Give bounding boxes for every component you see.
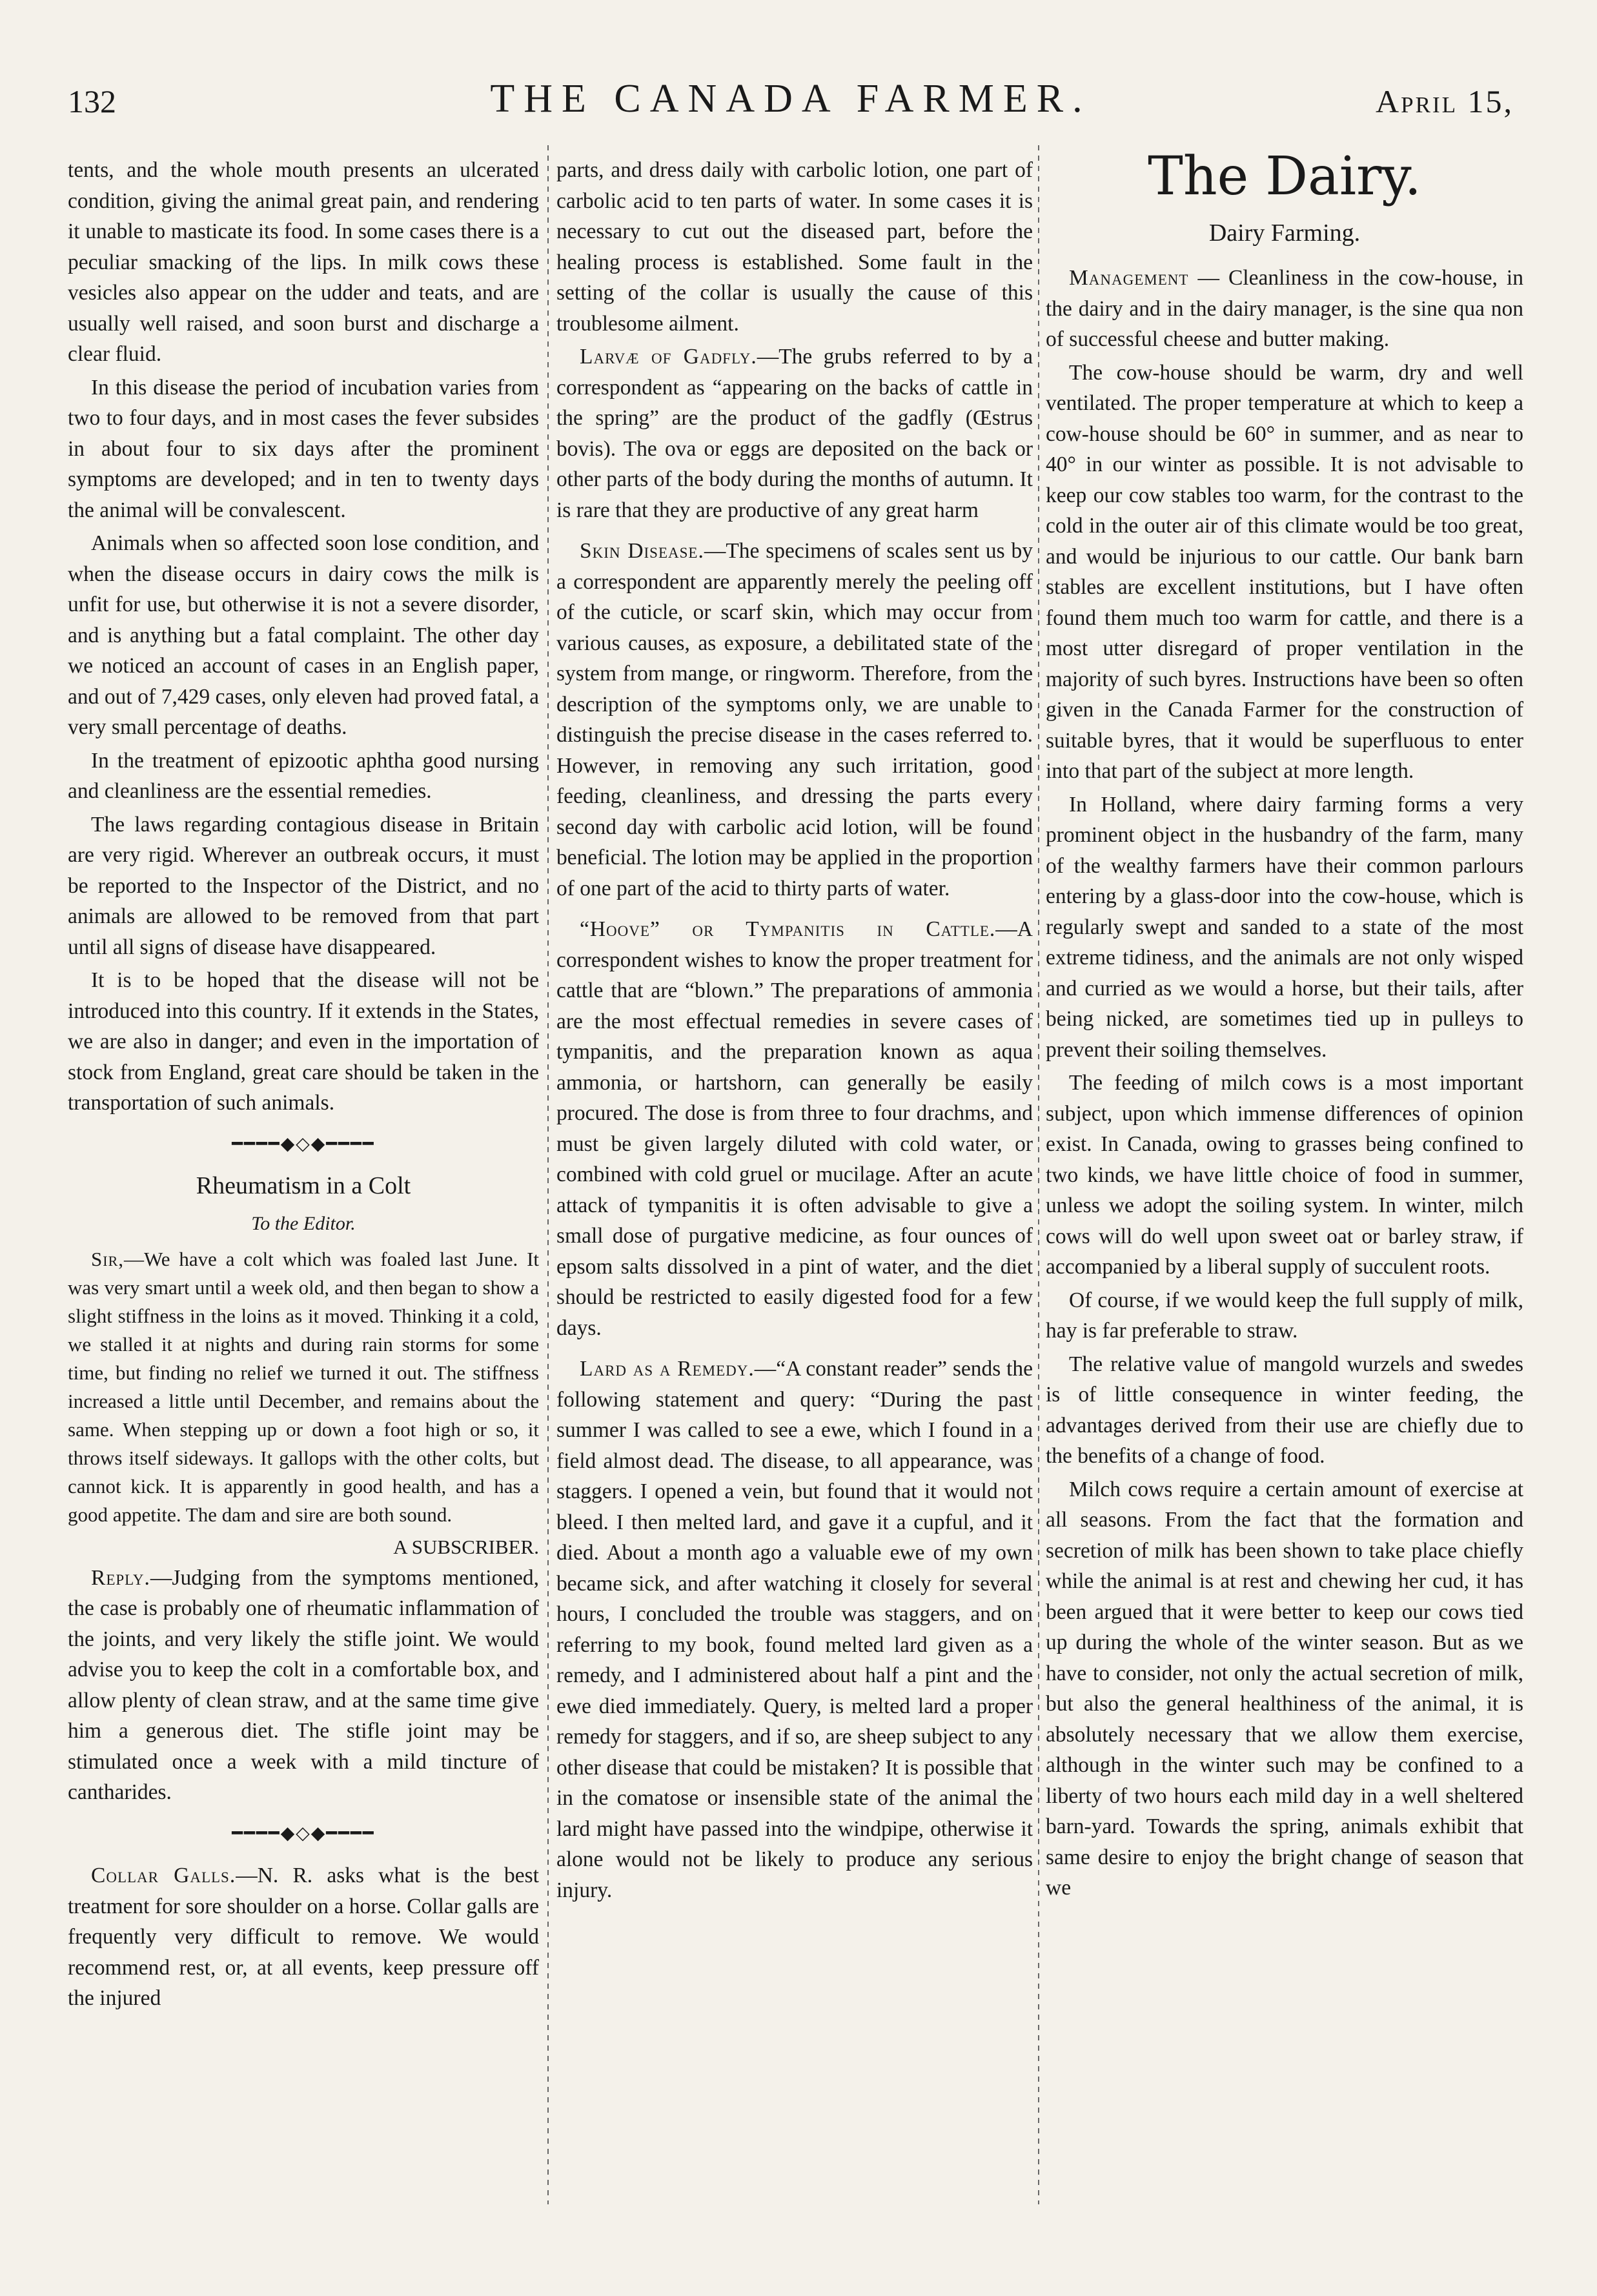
gadfly-paragraph (556, 341, 1033, 525)
management-lead: Management (1069, 266, 1189, 290)
paragraph: parts, and dress daily with carbolic lotion, one part of carbolic acid to ten parts of water. In some cases it is necessary to cut out the diseased part, before the healing process is established. Some fault in the setting of the collar is usually the cause of this troublesome ailment. (556, 158, 1033, 336)
paragraph: In this disease the period of incubation varies from two to four days, and in most cases the fever subsides in about four to six days after the prominent symptoms are developed; and in ten to twenty days the animal will be convalescent. (68, 375, 539, 522)
skin-text: —The specimens of scales sent us by a correspondent are apparently merely the peeling off of the cuticle, or scarf skin, which may occur from various causes, as exposure, a debilitated state of the system from mange, or ringworm. Therefore, from the description of the symptoms only, we are unable to distinguish the precise disease in the cases referred to. However, in removing any such irritation, good feeding, cleanliness, and dressing the parts every second day with carbolic acid lotion, will be found beneficial. The lotion may be applied in the proportion of one part of the acid to thirty parts of water. (556, 539, 1033, 900)
section-subtitle: Dairy Farming. (1208, 219, 1361, 247)
reply-text: —Judging from the symptoms mentioned, the case is probably one of rheumatic inflammation of the joints, and very likely the stifle joint. We would advise you to keep the colt in a comfortable box, and allow plenty of clean straw, and at the same time give him a generous diet. The stifle joint may be stimulated once a week with a mild tincture of cantharides. (68, 1565, 539, 1804)
paragraph: In the treatment of epizootic aphtha good nursing and cleanliness are the essential remedies. (68, 748, 539, 803)
ornament-divider: ━━━━◆◇◆━━━━ (232, 1133, 375, 1154)
paragraph: The relative value of mangold wurzels and swedes is of little consequence in winter feeding, the advantages derived from their use are chiefly due to the benefits of a change of food. (1046, 1352, 1523, 1468)
issue-date: April 15, (1376, 83, 1514, 119)
lard-lead: Lard as a Remedy. (580, 1357, 755, 1381)
column-rule-1 (547, 145, 549, 2204)
letter-body (68, 1245, 539, 1529)
lard-paragraph (556, 1354, 1033, 1905)
hoove-text: —A correspondent wishes to know the proper treatment for cattle that are “blown.” The preparations of ammonia are the most effectual remedies in severe cases of tympanitis, and the preparation known as aqua ammonia, or hartshorn, can generally be easily procured. The dose is from three to four drachms, and must be given largely diluted with cold water, or combined with cold gruel or mucilage. After an acute attack of tympanitis it is often advisable to give a small dose of purgative medicine, as four ounces of epsom salts dissolved in a pint of water, and the diet should be restricted to easily digested food for a few days. (556, 917, 1033, 1340)
masthead: THE CANADA FARMER. (490, 77, 1092, 121)
reply-paragraph (68, 1563, 539, 1808)
management-text: — Cleanliness in the cow-house, in the dairy and in the dairy manager, is the sine qua non of successful cheese and butter making. (1046, 266, 1523, 351)
hoove-paragraph (556, 914, 1033, 1343)
paragraph: In Holland, where dairy farming forms a very prominent object in the husbandry of the farm, many of the wealthy farmers have their common parlours entering by a glass-door into the cow-house, which is regularly swept and sanded to a state of the most extreme tidiness, and the animals are not only wisped and curried as we would a horse, but their tails, after being nicked, are sometimes tied up in pulleys to prevent their soiling themselves. (1046, 792, 1523, 1062)
skin-lead: Skin Disease. (580, 539, 704, 563)
page-number: 132 (68, 83, 116, 119)
column-2 (556, 155, 1033, 2201)
letter-lead: Sir, (91, 1248, 124, 1270)
management-paragraph (1046, 263, 1523, 355)
section-title: The Dairy. (1148, 146, 1421, 207)
paragraph: Of course, if we would keep the full supply of milk, hay is far preferable to straw. (1046, 1288, 1523, 1343)
signature-line (68, 1532, 539, 1563)
hoove-lead: “Hoove” or Tympanitis in Cattle. (580, 917, 996, 941)
column-3 (1046, 146, 1523, 2201)
paragraph: tents, and the whole mouth presents an ulcerated condition, giving the animal great pain, and rendering it unable to masticate its food. In some cases there is a peculiar smacking of the lips. In milk cows these vesicles also appear on the udder and teats, and are usually well raised, and soon burst and discharge a clear fluid. (68, 158, 539, 366)
letter-text: —We have a colt which was foaled last June. It was very smart until a week old, and then began to show a slight stiffness in the loins as it moved. Thinking it a cold, we stalled it at nights and during rain storms for some time, but finding no relief we turned it out. The stiffness increased a little until December, and remains about the same. When stepping up or down a foot high or so, it throws itself sideways. It gallops with the other colts, but cannot kick. It is apparently in good health, and has a good appetite. The dam and sire are both sound. (68, 1248, 539, 1526)
skin-paragraph (556, 536, 1033, 904)
collar-paragraph (68, 1860, 539, 2014)
paragraph: The feeding of milch cows is a most important subject, upon which immense differences of opinion exist. In Canada, owing to grasses being confined to two kinds, we have little choice of food in summer, unless we adopt the soiling system. In winter, milch cows will do well upon sweet oat or barley straw, if accompanied by a liberal supply of succulent roots. (1046, 1071, 1523, 1279)
article-heading: Rheumatism in a Colt (196, 1172, 411, 1199)
gadfly-text: —The grubs referred to by a correspondent as “appearing on the backs of cattle in the spring” are the product of the gadfly (Œstrus bovis). The ova or eggs are deposited on the back or other parts of the body during the months of autumn. It is rare that they are productive of any great harm (556, 345, 1033, 522)
paragraph: Animals when so affected soon lose condition, and when the disease occurs in dairy cows the milk is unfit for use, but otherwise it is not a severe disorder, and is anything but a fatal complaint. The other day we noticed an account of cases in an English paper, and out of 7,429 cases, only eleven had proved fatal, a very small percentage of deaths. (68, 531, 539, 739)
column-1 (68, 155, 539, 2201)
paragraph: The laws regarding contagious disease in Britain are very rigid. Wherever an outbreak occurs, it must be reported to the Inspector of the District, and no animals are allowed to be removed from that part until all signs of disease have disappeared. (68, 812, 539, 959)
column-rule-2 (1038, 145, 1039, 2204)
signature: A SUBSCRIBER. (393, 1536, 539, 1558)
ornament-divider: ━━━━◆◇◆━━━━ (232, 1823, 375, 1844)
collar-text: —N. R. asks what is the best treatment for sore shoulder on a horse. Collar galls are frequently very difficult to remove. We would recommend rest, or, at all events, keep pressure off the injured (68, 1864, 539, 2010)
lard-text: —“A constant reader” sends the following statement and query: “During the past summer I was called to see a ewe, which I found in a field almost dead. The disease, to all appearance, was staggers. I opened a vein, but found that it would not bleed. I then melted lard, and gave it a cupful, and it died. About a month ago a valuable ewe of my own became sick, and after watching it closely for several hours, I concluded the trouble was staggers, and on referring to my book, found melted lard given as a remedy, and I administered about half a pint and the ewe died immediately. Query, is melted lard a proper remedy for staggers, and if so, are sheep subject to any other disease that could be mistaken? It is possible that in the comatose or insensible state of the animal the lard might have passed into the windpipe, otherwise it alone would not be likely to produce any serious injury. (556, 1357, 1033, 1902)
salutation: To the Editor. (251, 1212, 356, 1234)
paragraph: The cow-house should be warm, dry and well ventilated. The proper temperature at which to keep a cow-house should be 60° in summer, and as near to 40° in our winter as possible. It is not advisable to keep our cow stables too warm, for the contrast to the cold in the outer air of this climate would be too great, and would be injurious to our cattle. Our bank barn stables are excellent institutions, but I have often found them much too warm for cattle, and there is a most utter disregard of proper ventilation in the majority of such byres. Instructions have been so often given in the Canada Farmer for the construction of suitable byres, that it would be superfluous to enter into that part of the subject at more length. (1046, 360, 1523, 783)
reply-lead: Reply. (91, 1565, 150, 1590)
gadfly-lead: Larvæ of Gadfly. (580, 345, 757, 369)
paragraph: Milch cows require a certain amount of exercise at all seasons. From the fact that the formation and secretion of milk has been shown to take place chiefly while the animal is at rest and chewing her cud, it has been argued that it were better to keep our cows tied up during the whole of the winter season. But as we have to consider, not only the actual secretion of milk, but also the general healthiness of the animal, it is absolutely necessary that we allow them exercise, although in the winter such may be confined to a liberty of two hours each mild day in a well sheltered barn-yard. Towards the spring, animals exhibit that same desire to enjoy the bright change of season that we (1046, 1477, 1523, 1900)
collar-lead: Collar Galls. (91, 1864, 236, 1887)
paragraph: It is to be hoped that the disease will not be introduced into this country. If it extends in the States, we are also in danger; and even in the importation of stock from England, great care should be taken in the transportation of such animals. (68, 968, 539, 1115)
page-header (68, 76, 1514, 134)
